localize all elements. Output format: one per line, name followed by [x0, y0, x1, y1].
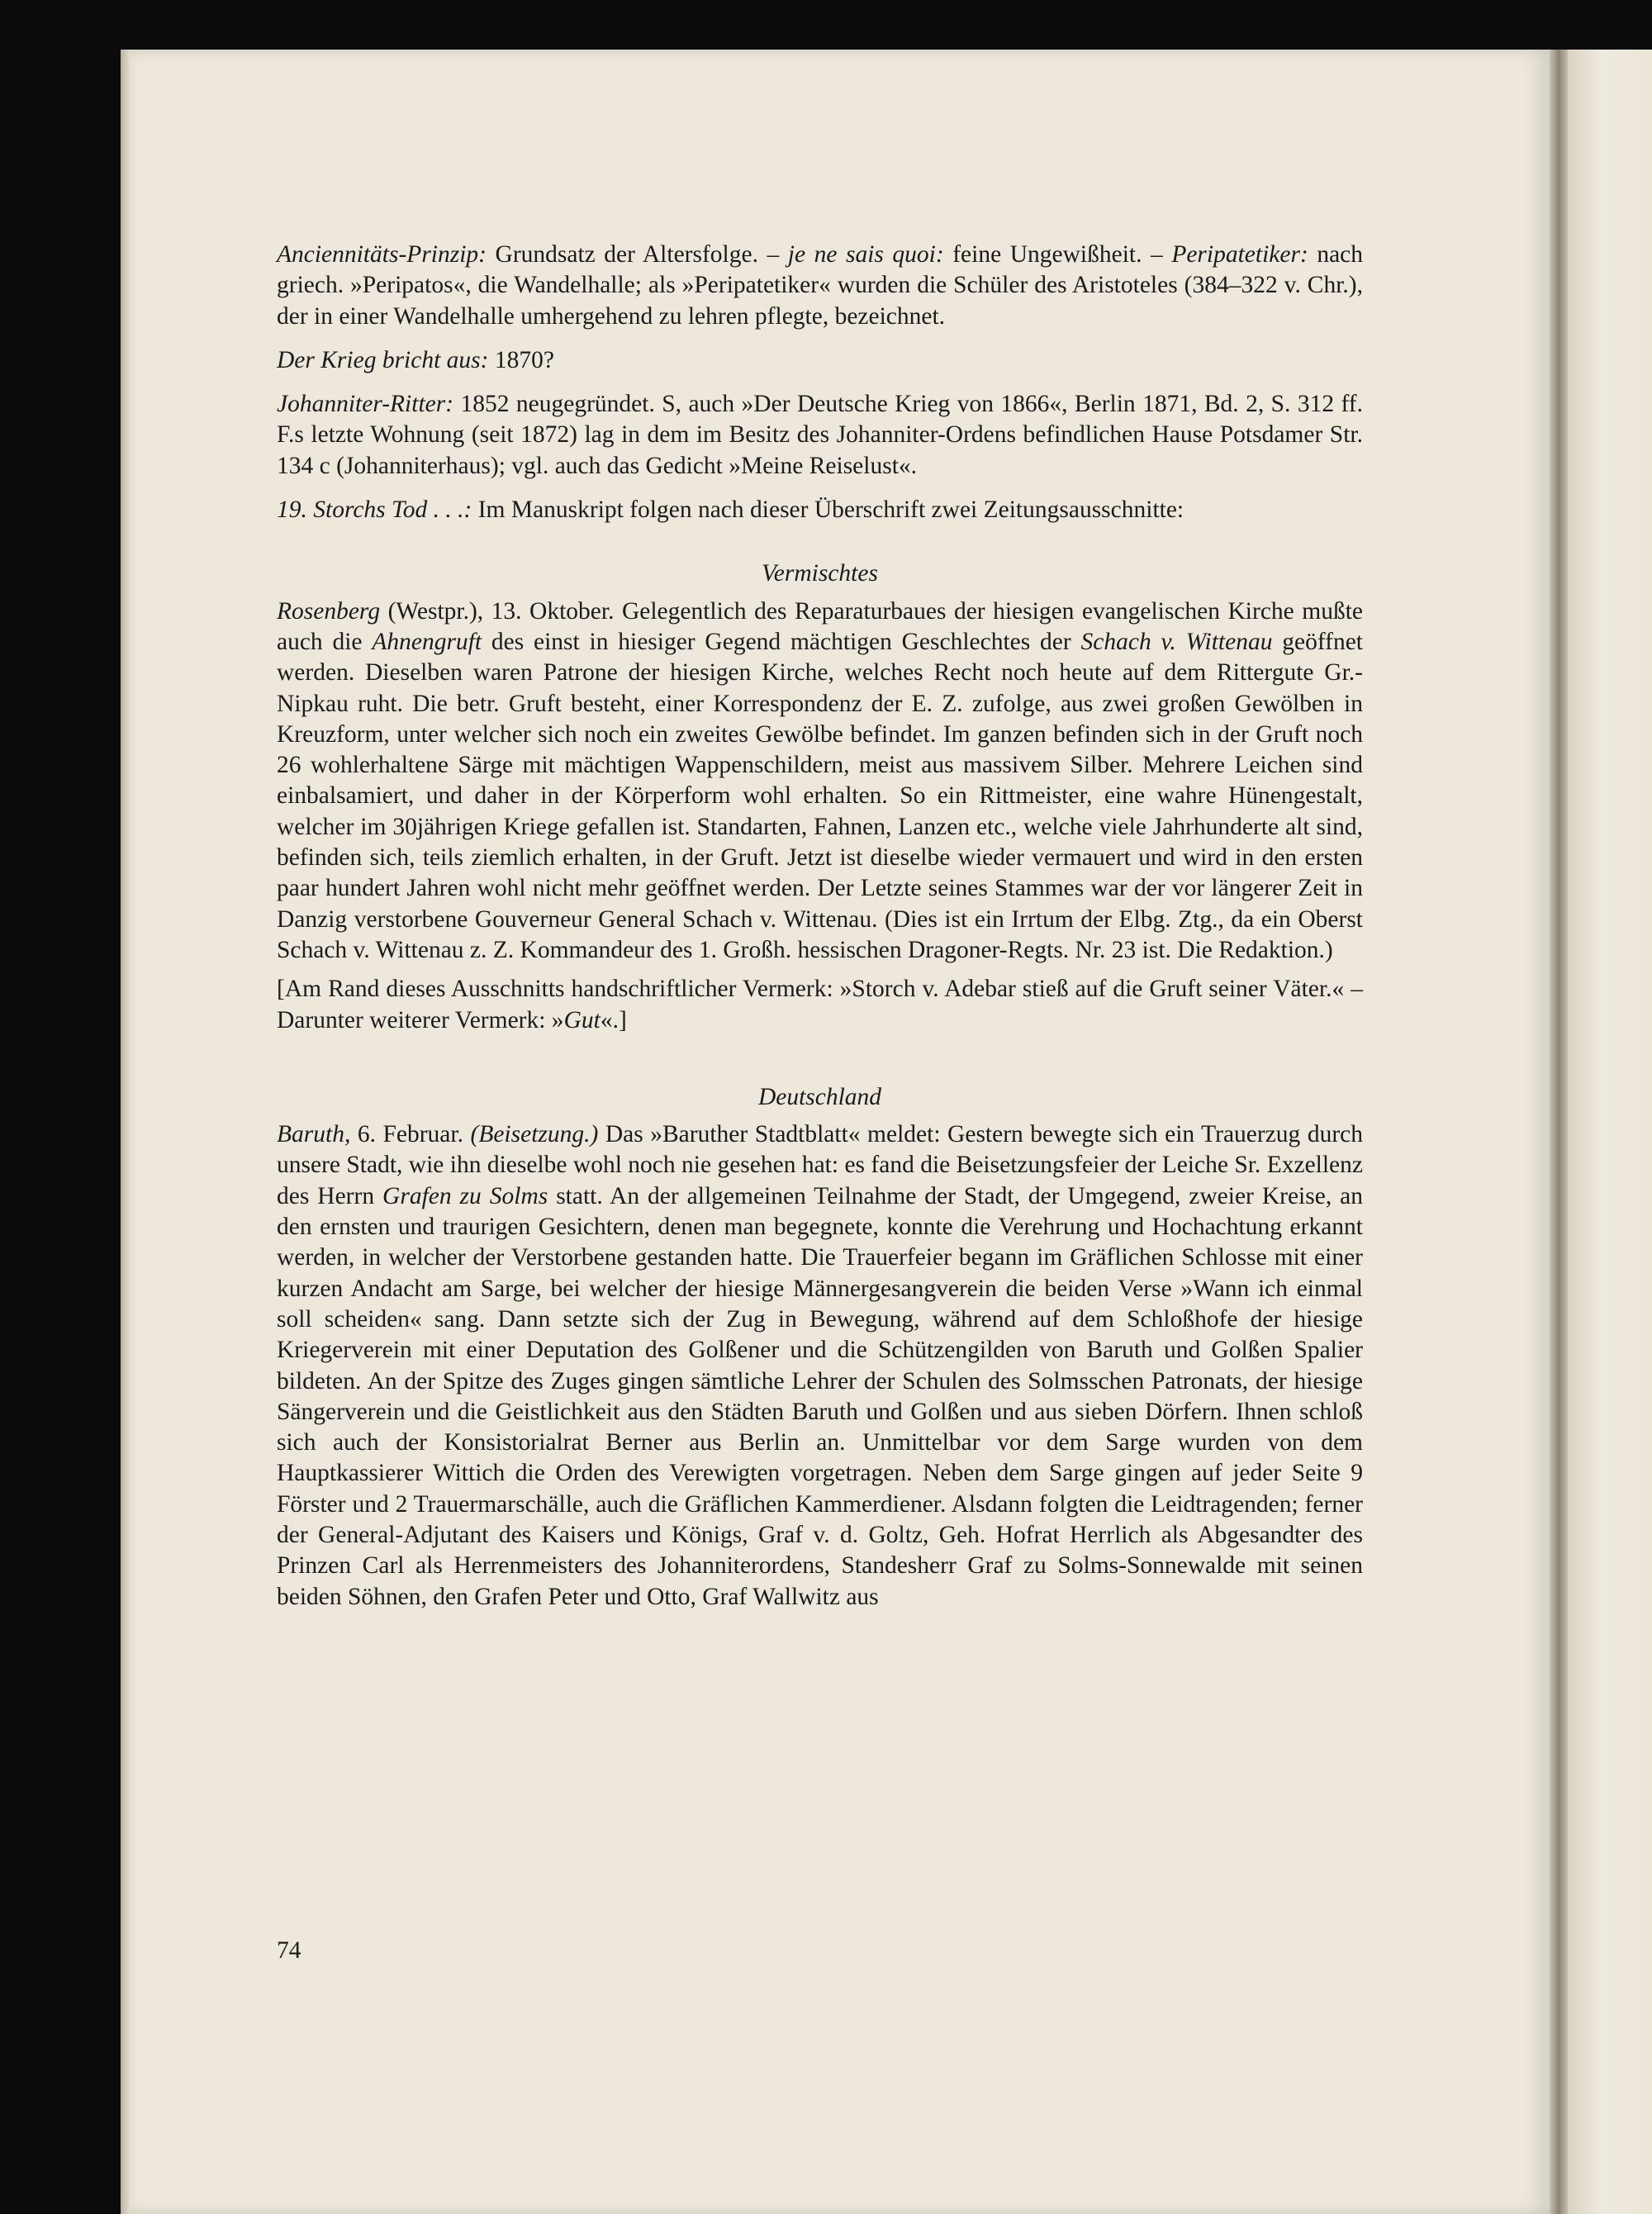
clipping-text: statt. An der allgemeinen Teilnahme der Stadt, der Umgegend, zweier Kreise, an den ernsten und traurigen Gesichtern, denen man begegnete, konnte die Verehrung und Hochachtung erkannt werden, in welcher der Verstorbene gestanden hatte. Die Trauerfeier begann im Gräflichen Schlosse mit einer kurzen Andacht am Sarge, bei welcher der hiesige Männergesangverein die beiden Verse »Wann ich einmal soll scheiden« sang. Dann setzte sich der Zug in Bewegung, während auf dem Schloßhofe der hiesige Kriegerverein mit einer Deputation des Golßener und die Schützengilden von Baruth und Golßen Spalier bildeten. An der Spitze des Zuges gingen sämtliche Lehrer der Schulen des Solmsschen Patronats, der hiesige Sängerverein und die Geistlichkeit aus den Städten Baruth und Golßen und aus sieben Dörfern. Ihnen schloß sich auch der Konsistorialrat Berner aus Berlin an. Unmittelbar vor dem Sarge wurden von dem Hauptkassierer Wittich die Orden des Verewigten vorgetragen. Neben dem Sarge gingen auf jeder Seite 9 Förster und 2 Trauermarschälle, auch die Gräflichen Kammerdiener. Alsdann folgten die Leidtragenden; ferner der General-Adjutant des Kaisers und Königs, Graf v. d. Goltz, Geh. Hofrat Herrlich als Abgesandter des Prinzen Carl als Herrenmeisters des Johanniterordens, Standesherr Graf zu Solms-Sonnewalde mit seinen beiden Söhnen, den Grafen Peter und Otto, Graf Wallwitz aus	[277, 1182, 1363, 1610]
place-name: Rosenberg	[277, 597, 381, 625]
lemma: Peripatetiker:	[1171, 241, 1308, 268]
book-gutter	[1550, 50, 1568, 2214]
clipping-text: des einst in hiesiger Gegend mächtigen Geschlechtes der	[482, 628, 1081, 655]
margin-note-text: «.]	[600, 1006, 627, 1033]
lemma: Anciennitäts-Prinzip:	[277, 241, 487, 268]
lemma: Der Krieg bricht aus:	[277, 346, 489, 373]
section-heading-deutschland: Deutschland	[757, 1083, 882, 1110]
note-paragraph-anciennitaet	[277, 240, 1363, 332]
clipping-text: Das »Baruther Stadtblatt« meldet: Gestern bewegte sich ein Trauerzug durch unsere Stadt, wie ihn dieselbe wohl noch nie gesehen hat: es fand die Beisetzungsfeier der Leiche Sr. Exzellenz des Herrn	[277, 1121, 1363, 1209]
margin-note-text: [Am Rand dieses Ausschnitts handschriftlicher Vermerk: »Storch v. Adebar stieß auf die Gruft seiner Väter.« – Darunter weiterer Vermerk: »	[277, 976, 1363, 1033]
lemma: je ne sais quoi:	[787, 241, 944, 268]
note-text: feine Ungewißheit. –	[943, 241, 1172, 268]
emphasis: Ahnengruft	[372, 628, 482, 655]
lemma: 19. Storchs Tod . . .:	[277, 496, 472, 524]
note-paragraph-krieg	[277, 345, 1363, 376]
clipping-baruth	[277, 1119, 1363, 1613]
emphasis: Grafen zu Solms	[382, 1182, 548, 1209]
page-edge	[121, 50, 131, 2214]
clipping-text: geöffnet werden. Dieselben waren Patrone der hiesigen Kirche, welches Recht noch heute auf dem Rittergute Gr.-Nipkau ruht. Die betr. Gruft besteht, einer Korrespondenz der E. Z. zufolge, aus zwei großen Gewölben in Kreuzform, unter welcher sich noch ein zweites Gewölbe befindet. Im ganzen befinden sich in der Gruft noch 26 wohlerhaltene Särge mit mächtigen Wappenschildern, meist aus massivem Silber. Mehrere Leichen sind einbalsamiert, und daher in der Körperform wohl erhalten. So ein Rittmeister, eine wahre Hünengestalt, welcher im 30jährigen Kriege gefallen ist. Standarten, Fahnen, Lanzen etc., welche viele Jahrhunderte alt sind, befinden sich, teils ziemlich erhalten, in der Gruft. Jetzt ist dieselbe wieder vermauert und wird in den ersten paar hundert Jahren wohl nicht mehr geöffnet werden. Der Letzte seines Stammes war der vor längerer Zeit in Danzig verstorbene Gouverneur General Schach v. Wittenau. (Dies ist ein Irrtum der Elbg. Ztg., da ein Oberst Schach v. Wittenau z. Z. Kommandeur des 1. Großh. hessischen Dragoner-Regts. Nr. 23 ist. Die Redaktion.)	[277, 628, 1363, 963]
emphasis: (Beisetzung.)	[470, 1121, 599, 1148]
note-paragraph-storchs-tod	[277, 495, 1363, 525]
facing-page-edge	[1568, 50, 1652, 2214]
note-text: 1870?	[488, 346, 554, 373]
place-name: Baruth,	[277, 1121, 351, 1148]
emphasis: Schach v. Wittenau	[1080, 628, 1273, 655]
emphasis: Gut	[563, 1006, 601, 1033]
clipping-rosenberg	[277, 596, 1363, 967]
note-paragraph-johanniter	[277, 389, 1363, 482]
lemma: Johanniter-Ritter:	[277, 391, 454, 418]
page-text	[277, 240, 1363, 1613]
clipping-text: (Westpr.), 13. Oktober. Gelegentlich des Reparaturbaues der hiesigen evangelischen Kirche mußte auch die	[277, 597, 1363, 655]
note-text: 1852 neugegründet. S, auch »Der Deutsche Krieg von 1866«, Berlin 1871, Bd. 2, S. 312 ff. F.s letzte Wohnung (seit 1872) lag in dem im Besitz des Johanniter-Ordens befindlichen Hause Potsdamer Str. 134 c (Johanniterhaus); vgl. auch das Gedicht »Meine Reiselust«.	[277, 391, 1363, 479]
note-text: Im Manuskript folgen nach dieser Überschrift zwei Zeitungsausschnitte:	[472, 496, 1184, 524]
section-heading-vermischtes: Vermischtes	[762, 560, 878, 587]
clipping-text: 6. Februar.	[350, 1121, 471, 1148]
note-text: nach griech. »Peripatos«, die Wandelhalle; als »Peripatetiker« wurden die Schüler des Aristoteles (384–322 v. Chr.), der in einer Wandelhalle umhergehend zu lehren pflegte, bezeichnet.	[277, 241, 1364, 330]
page-number: 74	[277, 1937, 301, 1964]
margin-note	[277, 974, 1363, 1036]
note-text: Grundsatz der Altersfolge. –	[487, 241, 788, 268]
